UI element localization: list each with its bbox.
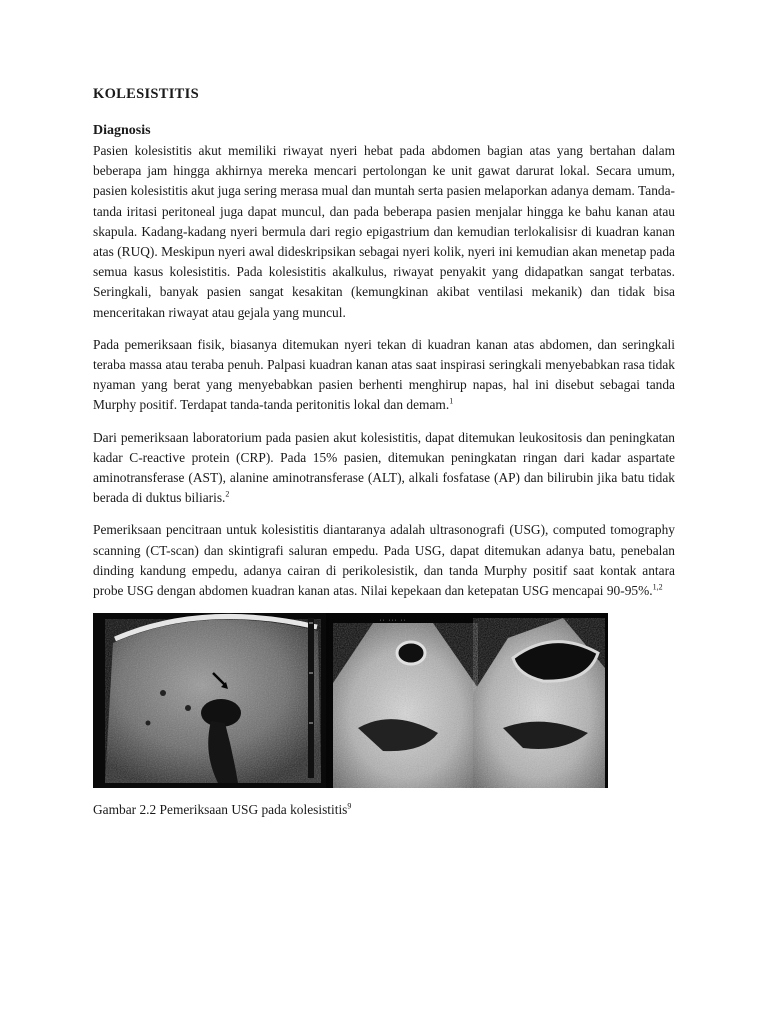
citation: 9 — [347, 801, 352, 811]
section-heading: Diagnosis — [93, 123, 151, 138]
paragraph: Pemeriksaan pencitraan untuk kolesistitis diantaranya adalah ultrasonografi (USG), computed tomography scanning (CT-scan) dan skintigrafi saluran empedu. Pada USG, dapat ditemukan adanya batu, penebalan dinding kandung empedu, adanya cairan di perikolesistik, dan tanda Murphy positif saat kontak antara probe USG dengan abdomen kuadran kanan atas. Nilai kepekaan dan ketepatan USG mencapai 90-95%.$^{1,2}$ — [93, 522, 675, 599]
paragraph: Pada pemeriksaan fisik, biasanya ditemukan nyeri tekan di kuadran kanan atas abdomen, dan seringkali teraba massa atau teraba penuh. Palpasi kuadran kanan atas saat inspirasi seringkali menyebabkan rasa tidak nyaman yang berat yang menyebabkan pasien berhenti menghirup napas, hal ini disebut sebagai tanda Murphy positif. Terdapat tanda-tanda peritonitis lokal dan demam.$^1$ — [93, 336, 675, 413]
ultrasound-images — [93, 613, 608, 788]
svg-text:··: ·· — [563, 618, 570, 625]
svg-text:·· ··· ··: ·· ··· ·· — [379, 618, 407, 625]
citation: 1,2 — [652, 582, 663, 592]
document-page — [93, 86, 675, 818]
document-title: KOLESISTITIS — [93, 86, 199, 102]
citation: 2 — [225, 489, 230, 499]
citation: 1 — [449, 396, 454, 406]
figure-caption: Gambar 2.2 Pemeriksaan USG pada kolesistitis$^9$ — [93, 801, 352, 818]
ultrasound-figure — [93, 613, 608, 788]
paragraph: Pasien kolesistitis akut memiliki riwayat nyeri hebat pada abdomen bagian atas yang bertahan dalam beberapa jam hingga akhirnya mereka mencari pertolongan ke unit gawat darurat lokal. Secara umum, pasien kolesistitis akut juga sering merasa mual dan muntah serta pasien melaporkan adanya demam. Tanda-tanda iritasi peritoneal juga dapat muncul, dan pada beberapa pasien menjalar hingga ke bahu kanan atau skapula. Kadang-kadang nyeri bermula dari regio epigastrium dan kemudian terlokalisisr di kuadran kanan atas (RUQ). Meskipun nyeri awal dideskripsikan sebagai nyeri kolik, nyeri ini kemudian akan menetap pada semua kasus kolesistitis. Pada kolesistitis akalkulus, riwayat penyakit yang didapatkan sangat terbatas. Seringkali, banyak pasien sangat kesakitan (kemungkinan akibat ventilasi mekanik) dan tidak bisa menceritakan riwayat atau gejala yang muncul. — [93, 143, 675, 320]
paragraph: Dari pemeriksaan laboratorium pada pasien akut kolesistitis, dapat ditemukan leukositosis dan peningkatan kadar C-reactive protein (CRP). Pada 15% pasien, ditemukan peningkatan ringan dari kadar aspartate aminotransferase (AST), alanine aminotransferase (ALT), alkali fosfatase (AP) dan bilirubin jika batu tidak berada di duktus biliaris.$^2$ — [93, 429, 675, 506]
ultrasound-panel-left — [93, 613, 326, 788]
ultrasound-panel-right — [329, 613, 608, 788]
